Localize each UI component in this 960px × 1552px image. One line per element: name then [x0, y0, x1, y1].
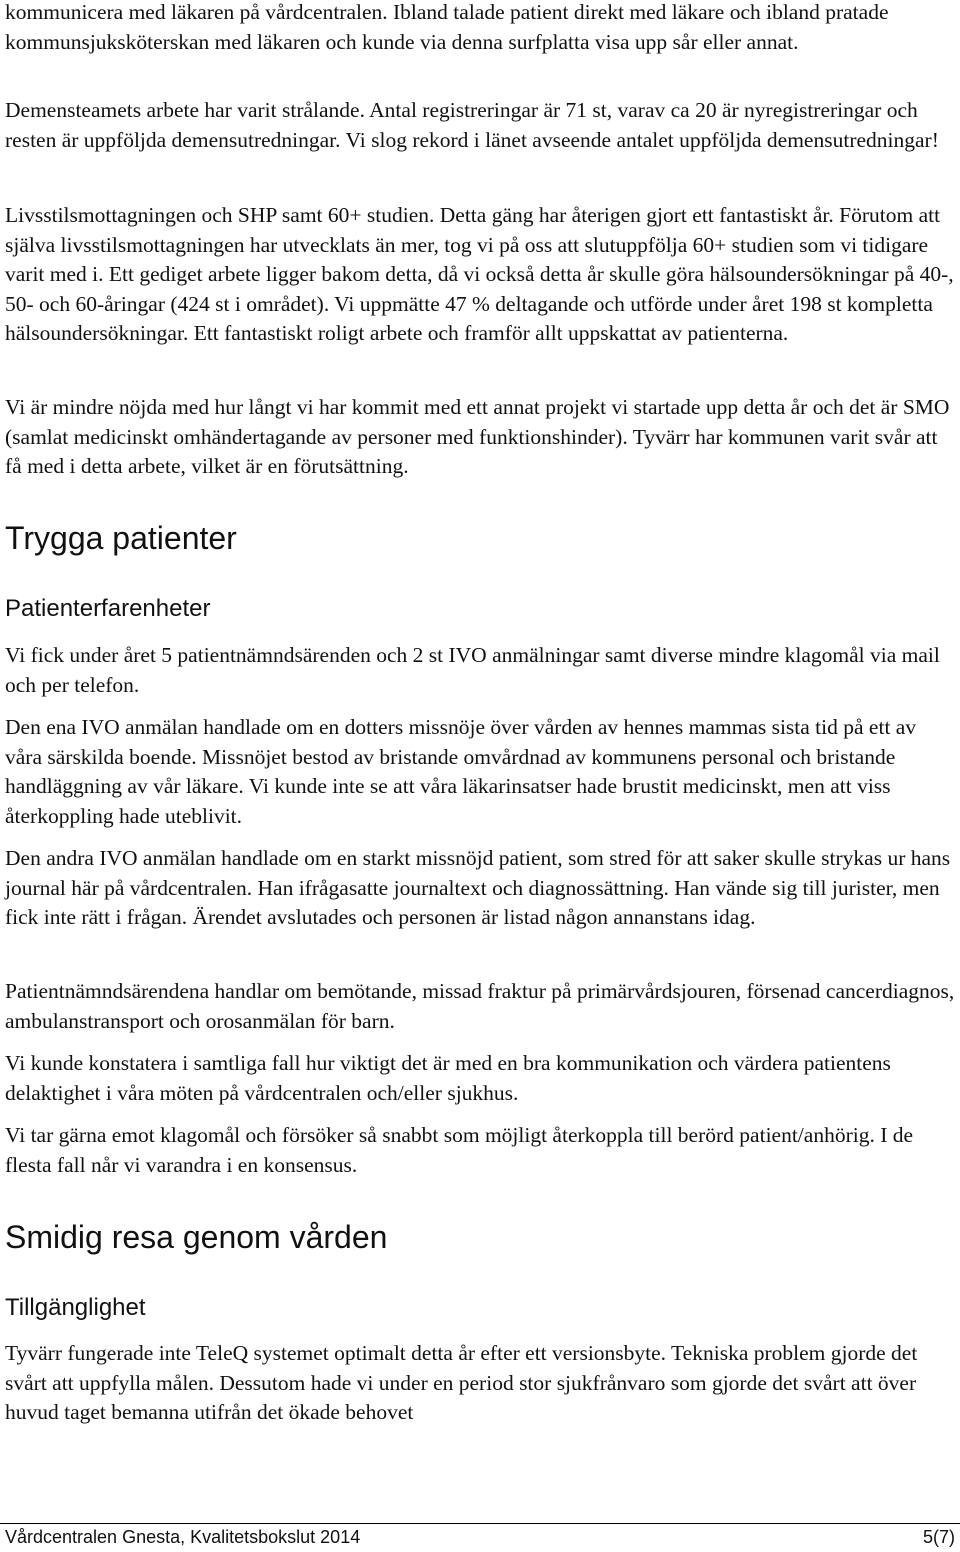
paragraph: kommunicera med läkaren på vårdcentralen. Ibland talade patient direkt med läkare och ibland pratade kommunsjuksköterskan med läkaren och kunde via denna surfplatta visa upp sår eller annat.	[5, 0, 889, 54]
paragraph: Vi är mindre nöjda med hur långt vi har kommit med ett annat projekt vi startade upp detta år och det är SMO (samlat medicinskt omhändertagande av personer med funktionshinder). Tyvärr har kommunen varit svår att få med i detta arbete, vilket är en förutsättning.	[5, 395, 950, 478]
paragraph: Demensteamets arbete har varit strålande. Antal registreringar är 71 st, varav ca 20 är nyregistreringar och resten är uppföljda demensutredningar. Vi slog rekord i länet avseende antalet uppföljda demensutredningar!	[5, 98, 939, 152]
paragraph: Vi tar gärna emot klagomål och försöker så snabbt som möjligt återkoppla till berörd patient/anhörig. I de flesta fall når vi varandra i en konsensus.	[5, 1123, 914, 1177]
footer-divider	[0, 1523, 960, 1524]
paragraph: Vi kunde konstatera i samtliga fall hur viktigt det är med en bra kommunikation och värdera patientens delaktighet i våra möten på vårdcentralen och/eller sjukhus.	[5, 1051, 891, 1105]
paragraph: Livsstilsmottagningen och SHP samt 60+ studien. Detta gäng har återigen gjort ett fantastiskt år. Förutom att själva livsstilsmottagningen har utvecklats än mer, tog vi på oss att slutuppföljа 60+ studien som vi tidigare varit med i. Ett gediget arbete ligger bakom detta, då vi också detta år skulle göra hälsoundersökningar på 40-, 50- och 60-åringar (424 st i området). Vi uppmätte 47 % deltagande och utförde under året 198 st kompletta hälsoundersökningar. Ett fantastiskt roligt arbete och framför allt uppskattat av patienterna.	[5, 203, 954, 345]
paragraph: Den ena IVO anmälan handlade om en dotters missnöje över vården av hennes mammas sista tid på ett av våra särskilda boende. Missnöjet bestod av bristande omvårdnad av kommunens personal och bristande handläggning av vår läkare. Vi kunde inte se att våra läkarinsatser hade brustit medicinskt, men att viss återkoppling hade uteblivit.	[5, 715, 917, 828]
page-number: 5(7)	[922, 1527, 955, 1547]
section-heading-trygga-patienter: Trygga patienter	[5, 520, 237, 556]
subheading-tillganglighet: Tillgänglighet	[5, 1294, 146, 1321]
paragraph: Vi fick under året 5 patientnämndsärenden och 2 st IVO anmälningar samt diverse mindre klagomål via mail och per telefon.	[5, 643, 940, 697]
paragraph: Patientnämndsärendena handlar om bemötande, missad fraktur på primärvårdsjouren, försenad cancerdiagnos, ambulanstransport och orosanmälan för barn.	[5, 979, 955, 1033]
section-heading-smidig-resa: Smidig resa genom vården	[5, 1219, 388, 1255]
subheading-patienterfarenheter: Patienterfarenheter	[5, 595, 211, 622]
footer-title: Vårdcentralen Gnesta, Kvalitetsbokslut 2014	[5, 1527, 361, 1547]
paragraph: Tyvärr fungerade inte TeleQ systemet optimalt detta år efter ett versionsbyte. Tekniska problem gjorde det svårt att uppfylla målen. Dessutom hade vi under en period stor sjukfrånvaro som gjorde det svårt att över huvud taget bemanna utifrån det ökade behovet	[5, 1341, 918, 1424]
paragraph: Den andra IVO anmälan handlade om en starkt missnöjd patient, som stred för att saker skulle strykas ur hans journal här på vårdcentralen. Han ifrågasatte journaltext och diagnossättning. Han vände sig till jurister, men fick inte rätt i frågan. Ärendet avslutades och personen är listad någon annanstans idag.	[5, 846, 951, 929]
